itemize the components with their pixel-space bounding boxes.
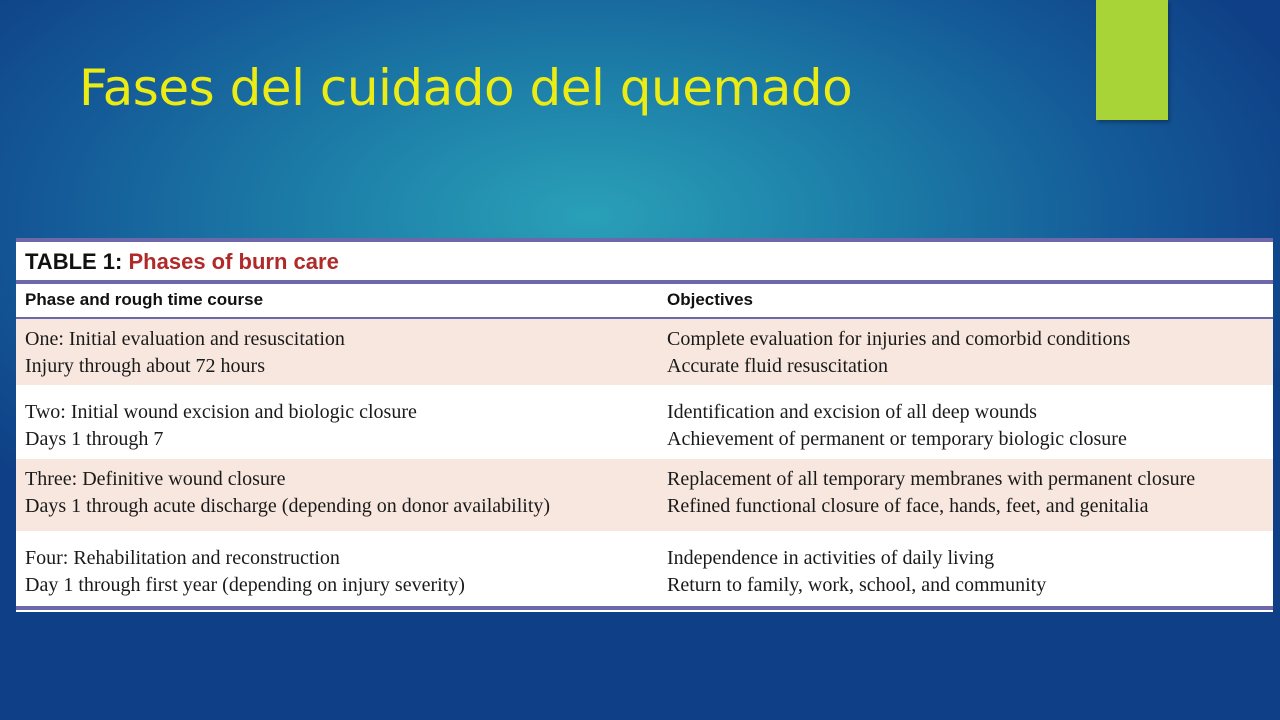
table-caption-label: TABLE 1: [25,249,123,274]
phase-time-course: Injury through about 72 hours [25,355,265,377]
table-row-phase-two [16,392,1273,458]
table-top-rule [16,238,1273,242]
objective-item: Achievement of permanent or temporary biologic closure [667,428,1127,450]
accent-bar [1096,0,1168,120]
phase-time-course: Days 1 through 7 [25,428,164,450]
table-bottom-rule [16,606,1273,610]
objectives-cell [667,466,1195,520]
phase-cell [25,545,465,599]
objectives-cell [667,545,1046,599]
phase-time-course: Days 1 through acute discharge (depending on donor availability) [25,495,551,517]
column-header-phase: Phase and rough time course [25,290,264,309]
objectives-cell [667,326,1130,380]
phase-cell [25,326,345,380]
table-row-phase-one [16,319,1273,385]
table-row-phase-four [16,538,1273,604]
phase-name: Two: Initial wound excision and biologic closure [25,401,417,423]
objective-item: Independence in activities of daily living [667,547,995,569]
table-row-phase-three [16,459,1273,531]
slide-title: Fases del cuidado del quemado [79,59,853,117]
phase-name: One: Initial evaluation and resuscitation [25,328,345,350]
phase-cell [25,466,550,520]
burn-care-table [16,238,1273,612]
table-caption-title: Phases of burn care [128,249,339,274]
objectives-cell [667,399,1127,453]
phase-cell [25,399,417,453]
objective-item: Identification and excision of all deep wounds [667,401,1037,423]
objective-item: Complete evaluation for injuries and comorbid conditions [667,328,1131,350]
table-caption [25,249,339,275]
objective-item: Refined functional closure of face, hands, feet, and genitalia [667,495,1149,517]
objective-item: Accurate fluid resuscitation [667,355,889,377]
objective-item: Return to family, work, school, and community [667,574,1047,596]
column-header-objectives: Objectives [667,290,753,309]
phase-name: Four: Rehabilitation and reconstruction [25,547,340,569]
phase-name: Three: Definitive wound closure [25,468,286,490]
objective-item: Replacement of all temporary membranes with permanent closure [667,468,1196,490]
phase-time-course: Day 1 through first year (depending on injury severity) [25,574,465,596]
header-top-rule [16,280,1273,284]
